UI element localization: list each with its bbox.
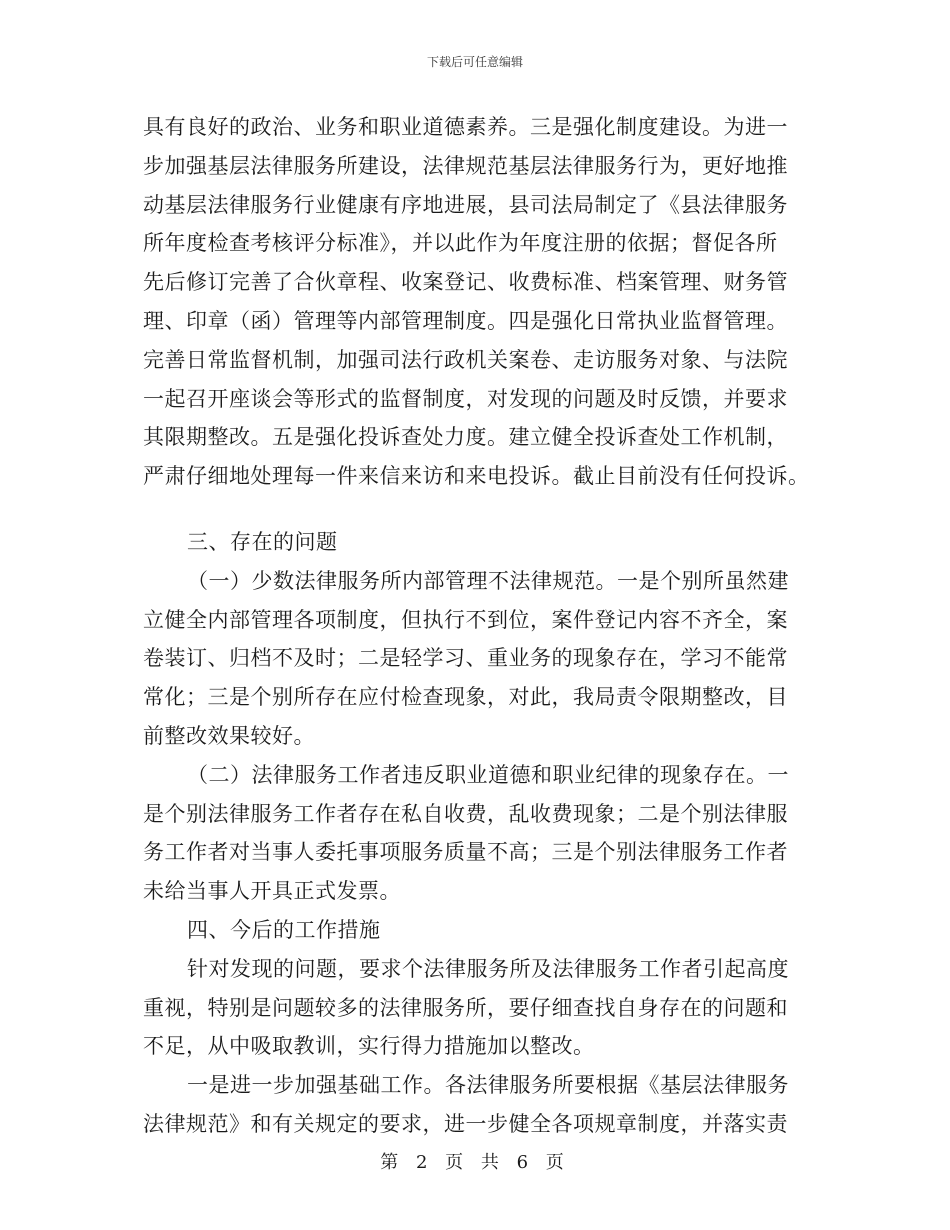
body-line: 常化；三是个别所存在应付检查现象，对此，我局责令限期整改，目 [143, 685, 788, 710]
document-body [143, 108, 813, 1144]
body-line: （一）少数法律服务所内部管理不法律规范。一是个别所虽然建 [187, 568, 789, 593]
body-line: 先后修订完善了合伙章程、收案登记、收费标准、档案管理、财务管 [143, 270, 788, 295]
body-line: 未给当事人开具正式发票。 [143, 879, 401, 904]
body-line: 一是进一步加强基础工作。各法律服务所要根据《基层法律服务 [187, 1073, 789, 1098]
body-line: 针对发现的问题，要求个法律服务所及法律服务工作者引起高度 [187, 956, 789, 981]
body-line: （二）法律服务工作者违反职业道德和职业纪律的现象存在。一 [187, 762, 789, 787]
section-heading: 三、存在的问题 [187, 529, 338, 554]
body-line: 务工作者对当事人委托事项服务质量不高；三是个别法律服务工作者 [143, 840, 788, 865]
body-line: 完善日常监督机制，加强司法行政机关案卷、走访服务对象、与法院 [143, 347, 788, 372]
body-line: 是个别法律服务工作者存在私自收费，乱收费现象；二是个别法律服 [143, 801, 788, 826]
body-line: 立健全内部管理各项制度，但执行不到位，案件登记内容不齐全，案 [143, 607, 788, 632]
body-line: 严肃仔细地处理每一件来信来访和来电投诉。截止目前没有任何投诉。 [143, 464, 810, 489]
paragraph-spacer [143, 496, 813, 523]
page-header: 下载后可任意编辑 [426, 55, 523, 69]
body-line: 具有良好的政治、业务和职业道德素养。三是强化制度建设。为进一 [143, 115, 788, 139]
body-line: 卷装订、归档不及时；二是轻学习、重业务的现象存在，学习不能常 [143, 646, 788, 671]
page-footer: 第 2 页 共 6 页 [380, 1152, 570, 1173]
body-line: 不足，从中吸取教训，实行得力措施加以整改。 [143, 1034, 595, 1059]
body-line: 动基层法律服务行业健康有序地进展，县司法局制定了《县法律服务 [143, 192, 788, 217]
body-line: 前整改效果较好。 [143, 723, 315, 748]
section-heading: 四、今后的工作措施 [187, 917, 381, 942]
body-line: 一起召开座谈会等形式的监督制度，对发现的问题及时反馈，并要求 [143, 386, 788, 411]
body-line: 其限期整改。五是强化投诉查处力度。建立健全投诉查处工作机制， [143, 425, 788, 450]
body-line: 步加强基层法律服务所建设，法律规范基层法律服务行为，更好地推 [143, 153, 788, 178]
body-line: 法律规范》和有关规定的要求，进一步健全各项规章制度，并落实责 [143, 1111, 788, 1136]
body-line: 所年度检查考核评分标准》，并以此作为年度注册的依据；督促各所 [143, 231, 778, 256]
body-line: 理、印章（函）管理等内部管理制度。四是强化日常执业监督管理。 [143, 308, 788, 333]
body-line: 重视，特别是问题较多的法律服务所，要仔细查找自身存在的问题和 [143, 995, 788, 1020]
